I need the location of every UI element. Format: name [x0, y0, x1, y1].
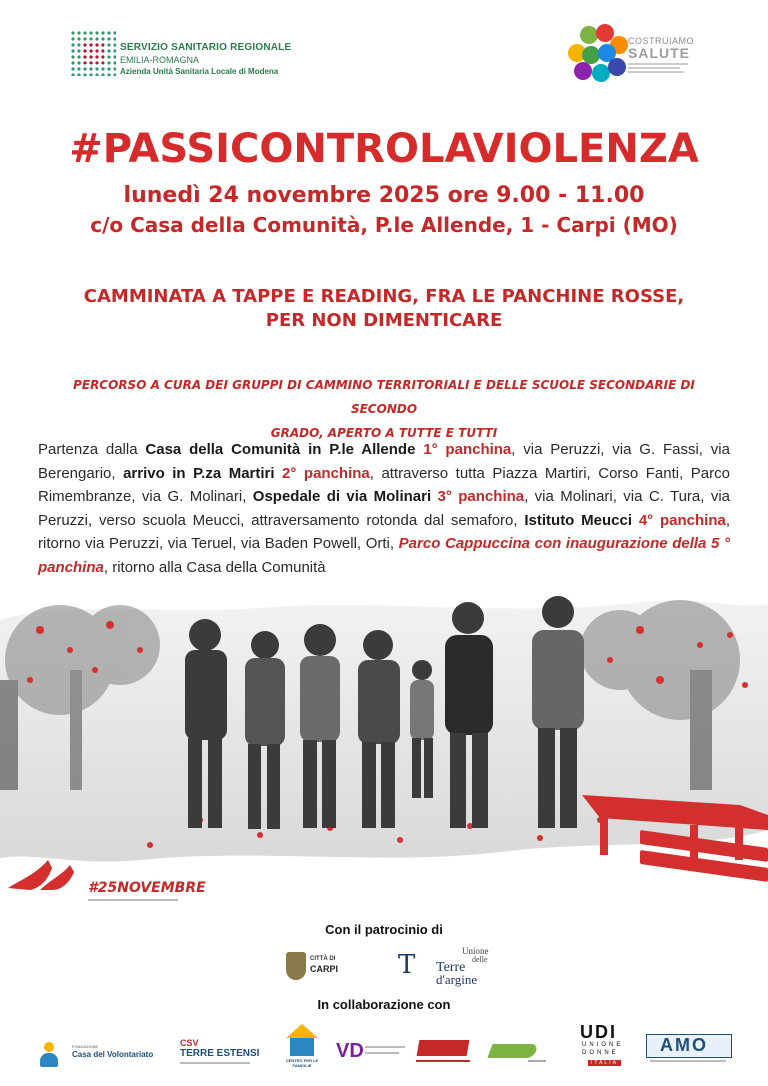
red-shoes-illustration: [8, 860, 74, 890]
bench-5: Parco Cappuccina con inaugurazione della 5 ° panchina: [38, 535, 730, 576]
percorso-line1: PERCORSO A CURA DEI GRUPPI DI CAMMINO TERRITORIALI E DELLE SCUOLE SECONDARIE DI SECONDO: [73, 378, 695, 416]
percorso-note: [40, 373, 728, 445]
carpi-crest-icon: [286, 952, 306, 980]
volontariato-figure-icon: [38, 1042, 60, 1068]
fondazione-small-label: FONDAZIONE: [72, 1044, 99, 1049]
logo-csv-terre-estensi: [180, 1038, 270, 1070]
route-text-2: , via Peruzzi, via G. Fassi, via Berengario,: [38, 441, 730, 482]
unione-line4: d'argine: [436, 972, 478, 987]
amo-fineprint: [650, 1060, 726, 1062]
unione-t-icon: T: [398, 950, 416, 980]
amo-label: AMO: [660, 1035, 708, 1055]
bench-1: 1° panchina: [415, 441, 512, 458]
book-fineprint: [416, 1060, 470, 1062]
bench-2: 2° panchina: [274, 464, 370, 482]
logo-amo: [646, 1034, 730, 1068]
route-stop-1: Casa della Comunità in P.le Allende: [145, 441, 416, 458]
ssr-logo-grid: [70, 30, 116, 76]
logo-udi: [580, 1022, 630, 1070]
walking-group-illustration: [0, 590, 768, 890]
logo-vd: VD: [336, 1040, 364, 1062]
unione-line3: Terre: [436, 960, 466, 975]
tag25-fineprint: [88, 899, 178, 901]
route-text-6: , ritorno alla Casa della Comunità: [103, 558, 326, 576]
logo-centro-famiglie: [282, 1024, 322, 1072]
route-text-4: , via Molinari, via C. Tura, via Peruzzi, verso scuola Meucci, attraversamento rotonda dal semaforo,: [38, 488, 730, 529]
cs-line2: SALUTE: [628, 45, 690, 61]
route-stop-2: arrivo in P.za Martiri: [123, 464, 275, 482]
unione-line2: delle: [472, 955, 488, 964]
green-arrow-fineprint: [528, 1060, 546, 1062]
fondazione-label: Casa del Volontariato: [72, 1050, 154, 1059]
house-icon: [286, 1024, 318, 1038]
csv-label: CSV: [180, 1038, 199, 1048]
subtitle-line1: CAMMINATA A TAPPE E READING, FRA LE PANCHINE ROSSE,: [83, 286, 685, 307]
ssr-line3: Azienda Unità Sanitaria Locale di Modena: [120, 67, 279, 76]
unione-terre-argine-logo: [398, 946, 498, 986]
cs-fineprint: [628, 63, 690, 73]
logo-green-arrow: [488, 1038, 550, 1068]
logo-red-book: [414, 1038, 472, 1068]
vd-fineprint: [365, 1046, 405, 1048]
cs-circle-7: [574, 62, 592, 80]
udi-label: UDI: [580, 1022, 617, 1042]
patrocinio-label: Con il patrocinio di: [325, 922, 443, 937]
route-stop-3: Ospedale di via Molinari: [252, 488, 432, 505]
carpi-line2: CARPI: [310, 964, 339, 974]
costruiamo-salute-logo: [566, 24, 628, 84]
green-arrow-icon: [487, 1044, 538, 1058]
terre-estensi-label: TERRE ESTENSI: [180, 1048, 260, 1059]
famiglie-label: CENTRO PER LE FAMIGLIE: [285, 1058, 319, 1068]
unione-line1: Unione: [462, 946, 489, 956]
ssr-line1: SERVIZIO SANITARIO REGIONALE: [120, 42, 292, 53]
collaborazione-label: In collaborazione con: [317, 997, 451, 1012]
book-icon: [417, 1040, 470, 1056]
event-date: lunedì 24 novembre 2025 ore 9.00 - 11.00: [123, 183, 645, 208]
bench-4: 4° panchina: [632, 511, 726, 529]
hashtag-25-novembre: #25NOVEMBRE: [88, 880, 206, 896]
ssr-line2: EMILIA-ROMAGNA: [120, 55, 200, 65]
udi-line3: DONNE: [582, 1050, 619, 1056]
costruiamo-salute-text: [628, 36, 694, 73]
ssr-logo-text: [120, 42, 291, 78]
route-text-1: Partenza dalla: [38, 441, 146, 458]
house-body-icon: [290, 1038, 314, 1056]
percorso-line2: GRADO, APERTO A TUTTE E TUTTI: [270, 426, 498, 440]
event-subtitle: [0, 285, 768, 333]
subtitle-line2: PER NON DIMENTICARE: [265, 310, 503, 331]
route-text-5: , ritorno via Peruzzi, via Teruel, via Baden Powell, Orti,: [38, 511, 730, 552]
logo-casa-volontariato: [38, 1040, 168, 1070]
route-text-3: , attraverso tutta Piazza Martiri, Corso Fanti, Parco Rimembranze, via G. Molinari,: [38, 464, 730, 505]
hashtag-title: #PASSICONTROLAVIOLENZA: [69, 126, 699, 172]
udi-line4: ITALIA: [588, 1060, 621, 1066]
citta-di-carpi-logo: [286, 950, 346, 984]
bench-3: 3° panchina: [431, 488, 525, 505]
vd-fineprint-2: [365, 1052, 399, 1054]
cs-circle-9: [608, 58, 626, 76]
csv-fineprint: [180, 1062, 250, 1064]
route-stop-4: Istituto Meucci: [524, 511, 633, 529]
carpi-line1: CITTÀ DI: [310, 956, 336, 962]
cs-line1: COSTRUIAMO: [628, 36, 695, 46]
route-description: [38, 438, 730, 579]
udi-line2: UNIONE: [582, 1042, 624, 1048]
event-place: c/o Casa della Comunità, P.le Allende, 1 - Carpi (MO): [90, 213, 678, 237]
